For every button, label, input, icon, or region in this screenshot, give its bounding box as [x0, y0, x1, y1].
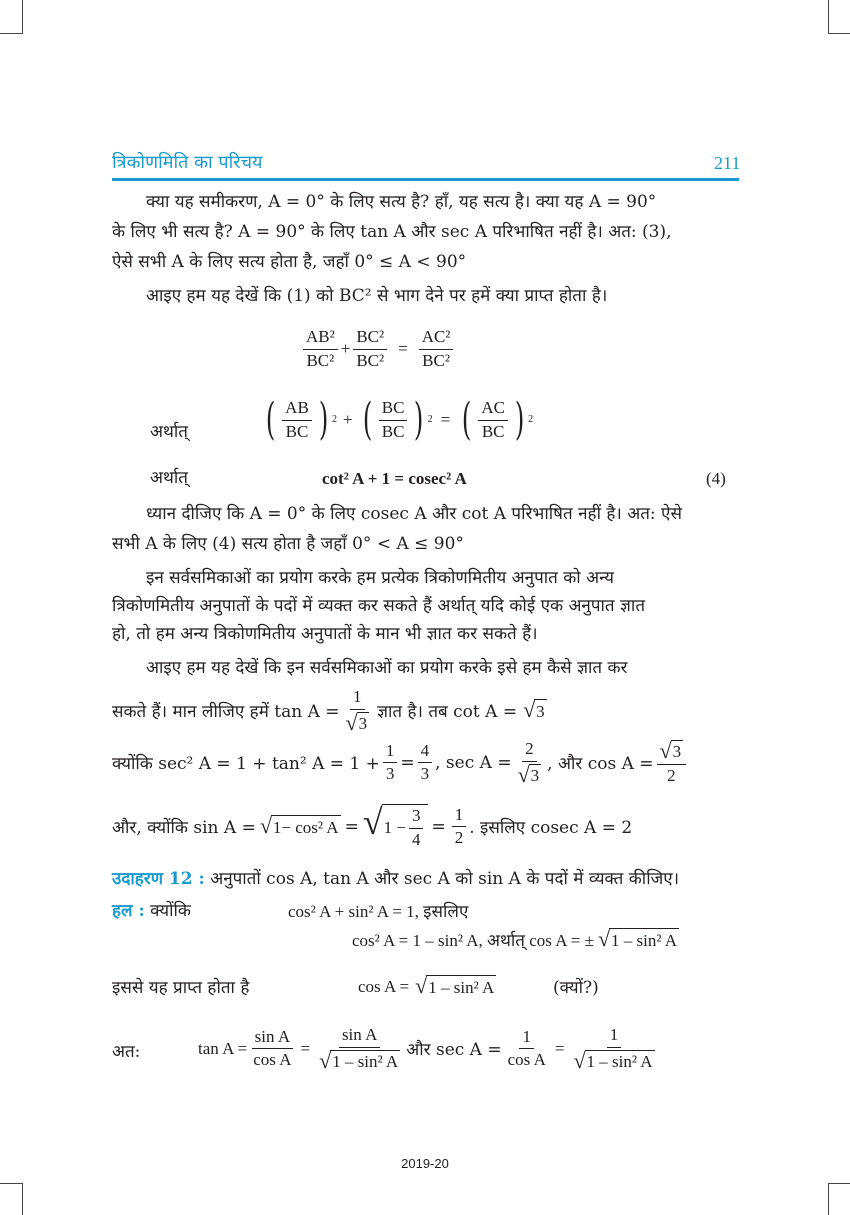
- para3-line1: ध्यान दीजिए कि A = 0° के लिए cosec A और cot A परिभाषित नहीं है। अत: ऐसे: [146, 504, 682, 524]
- footer-year: 2019-20: [401, 1156, 449, 1171]
- fraction: $\frac{\text{AC²}}{\text{BC²}}$: [419, 328, 454, 370]
- equation-3-label: अर्थात्: [150, 468, 188, 488]
- crop-mark: [22, 1183, 23, 1215]
- crop-mark: [828, 1183, 850, 1184]
- derive-label: इससे यह प्राप्त होता है: [112, 978, 250, 998]
- para2-line1: आइए हम यह देखें कि (1) को BC² से भाग देने पर हमें क्या प्राप्त होता है।: [146, 286, 608, 306]
- solution-line1: हल : क्योंकि: [112, 901, 191, 921]
- fraction: 1 √ 1 – sin² A: [573, 1025, 653, 1073]
- para4-line3: हो, तो हम अन्य त्रिकोणमितीय अनुपातों के मान भी ज्ञात कर सकते हैं।: [112, 624, 538, 644]
- example-text: अनुपातों cos A, tan A और sec A को sin A के पदों में व्यक्त कीजिए।: [210, 869, 680, 889]
- fraction: $\frac{\text{AB²}}{\text{BC²}}$: [303, 328, 338, 370]
- page-number: 211: [714, 153, 741, 173]
- derive-eq: cos A = √ 1 – sin² A: [358, 973, 495, 998]
- para5-line1: आइए हम यह देखें कि इन सर्वसमिकाओं का प्रयोग करके इसे हम कैसे ज्ञात कर: [146, 658, 628, 678]
- fraction: $\frac{BC}{BC}$: [379, 399, 408, 441]
- example-12: [112, 866, 679, 889]
- square-root: √ 3: [659, 738, 682, 763]
- fraction: $\frac{AC}{BC}$: [478, 399, 508, 441]
- equation-2-label: अर्थात्: [150, 422, 188, 442]
- square-root: √ 3: [517, 761, 540, 787]
- para4-line1: इन सर्वसमिकाओं का प्रयोग करके हम प्रत्येक त्रिकोणमितीय अनुपात को अन्य: [146, 568, 614, 588]
- square-root: √ 3: [523, 697, 545, 723]
- square-root: √ 1 – sin² A: [415, 973, 495, 998]
- equation-2: ( $\frac{AB}{BC}$ ) 2 + ( $\frac{BC}{BC}$ ) 2 = ( $\frac{AC}{BC}$ ) 2: [265, 394, 534, 445]
- equation-1: $\frac{\text{AB²}}{\text{BC²}}$ + $\frac{\text{BC²}}{\text{BC²}}$ = $\frac{\text{AC²}}{\text{BC²}}$: [300, 328, 456, 370]
- hence-label: अत:: [112, 1042, 141, 1062]
- crop-mark: [828, 0, 829, 34]
- para1-line3: ऐसे सभी A के लिए सत्य होता है, जहाँ 0° ≤ A < 90°: [112, 252, 467, 272]
- square-root: √ 1 – sin² A: [573, 1047, 653, 1073]
- para5-line2: सकते हैं। मान लीजिए हमें tan A = 1 √ 3 ज्ञात है। तब cot A = √ 3: [112, 687, 545, 735]
- example-label: उदाहरण 12 :: [112, 869, 205, 889]
- fraction: 2 √ 3: [517, 739, 540, 787]
- fraction: $\frac{1}{2}$: [452, 806, 467, 848]
- square-root: √ 1 − $\frac{3}{4}$: [363, 804, 429, 849]
- sec-derivation: क्योंकि sec² A = 1 + tan² A = 1 + $\frac{1}{3}$ = $\frac{4}{3}$ , sec A = 2 √ 3 , और cos A = √ 3 2: [112, 740, 689, 786]
- fraction: $\frac{1}{\text{cos A}}$: [507, 1026, 546, 1070]
- fraction: $\frac{\text{BC²}}{\text{BC²}}$: [353, 328, 387, 370]
- square-root: √ 3: [345, 709, 368, 735]
- chapter-title: त्रिकोणमिति का परिचय: [112, 152, 263, 173]
- solution-eq2: cos² A = 1 – sin² A, अर्थात् cos A = ± √ 1 – sin² A: [352, 926, 678, 951]
- solution-eq1: cos² A + sin² A = 1, इसलिए: [288, 902, 469, 921]
- fraction: √ 3 2: [657, 740, 687, 786]
- header-rule: [112, 178, 739, 181]
- crop-mark: [828, 1183, 829, 1215]
- solution-label: हल :: [112, 901, 145, 921]
- fraction: 1 √ 3: [345, 687, 368, 735]
- para3-line2: सभी A के लिए (4) सत्य होता है जहाँ 0° < A ≤ 90°: [112, 534, 464, 554]
- fraction: $\frac{\text{sin A}}{\text{cos A}}$: [253, 1026, 292, 1070]
- why-note: (क्यों?): [553, 978, 599, 998]
- crop-mark: [0, 33, 22, 34]
- fraction: $\frac{AB}{BC}$: [282, 399, 312, 441]
- equation-number: (4): [706, 469, 726, 488]
- fraction: sin A √ 1 – sin² A: [319, 1025, 399, 1073]
- fraction: $\frac{1}{3}$: [383, 742, 398, 784]
- final-equations: tan A = $\frac{\text{sin A}}{\text{cos A}}$ = sin A √ 1 – sin² A और sec A = $\frac{1}{\text{cos A}}$ = 1 √ 1 – sin² A: [198, 1026, 661, 1072]
- para1-line2: के लिए भी सत्य है? A = 90° के लिए tan A और sec A परिभाषित नहीं है। अत: (3),: [112, 222, 672, 242]
- fraction: $\frac{3}{4}$: [409, 807, 424, 849]
- square-root: √ 1 – sin² A: [319, 1047, 399, 1073]
- crop-mark: [0, 1183, 22, 1184]
- fraction: $\frac{4}{3}$: [418, 742, 433, 784]
- crop-mark: [22, 0, 23, 34]
- equation-3: cot² A + 1 = cosec² A: [322, 469, 467, 488]
- para1-line1: क्या यह समीकरण, A = 0° के लिए सत्य है? हाँ, यह सत्य है। क्या यह A = 90°: [146, 192, 657, 212]
- square-root: √ 1− cos² A: [259, 813, 339, 839]
- crop-mark: [828, 33, 850, 34]
- sin-derivation: और, क्योंकि sin A = √ 1− cos² A = √ 1 − $\frac{3}{4}$ = $\frac{1}{2}$ . इसलिए cosec A = 2: [112, 802, 633, 849]
- para4-line2: त्रिकोणमितीय अनुपातों के पदों में व्यक्त कर सकते हैं अर्थात् यदि कोई एक अनुपात ज्ञात: [112, 596, 646, 616]
- square-root: √ 1 – sin² A: [597, 926, 678, 951]
